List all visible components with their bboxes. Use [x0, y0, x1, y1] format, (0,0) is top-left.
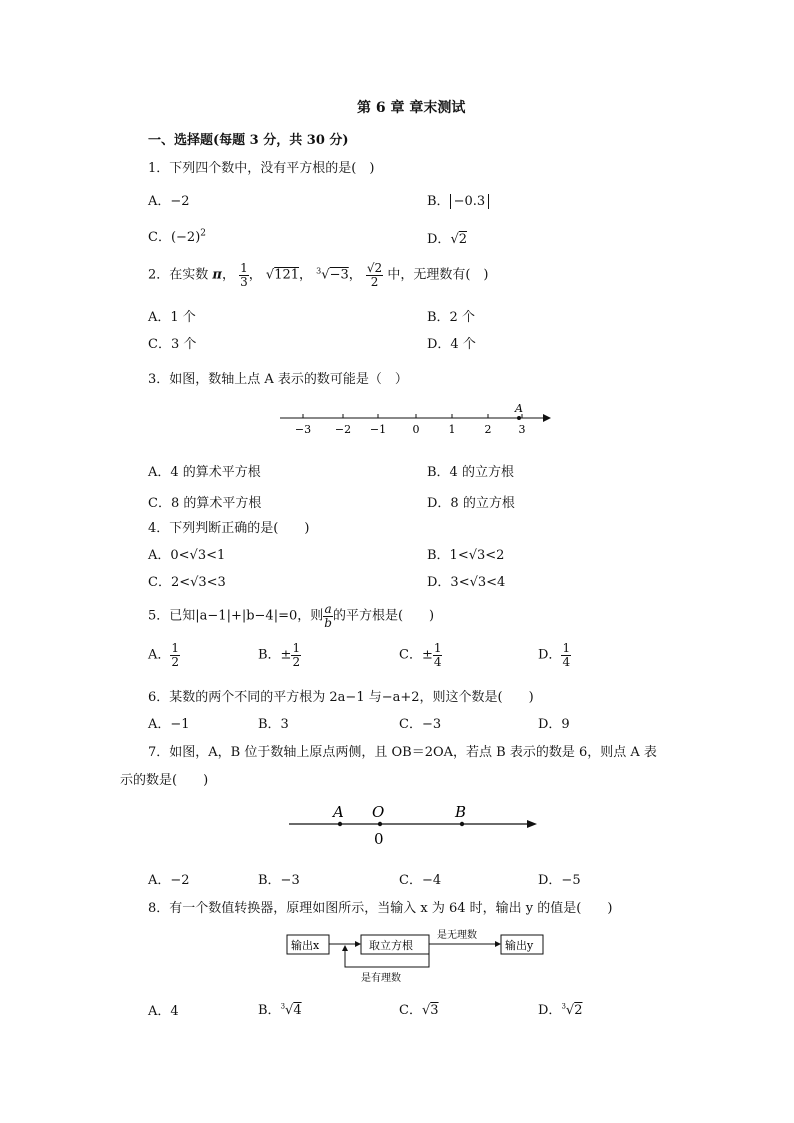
q5-option-d: D． $\frac{1}{4}$	[538, 641, 571, 669]
option-label: D．	[427, 232, 451, 247]
point-a-dot	[517, 416, 521, 420]
q6-option-b: B．3	[258, 717, 289, 732]
tick-label: 1	[448, 423, 456, 436]
q2-stem	[148, 262, 488, 288]
q8-option-a: A．4	[148, 1004, 179, 1019]
q8-option-c: C．√3	[399, 1003, 439, 1018]
q6-stem: 6．某数的两个不同的平方根为 2a−1 与−a+2，则这个数是( )	[148, 690, 534, 705]
q6-option-a: A．−1	[148, 717, 190, 732]
tick-label: −2	[334, 423, 352, 436]
q2-option-a: A．1 个	[148, 310, 196, 325]
q3-stem: 3．如图，数轴上点 A 表示的数可能是（ ）	[148, 372, 408, 387]
fraction-1-3: $\frac{1}{3}$	[240, 261, 248, 289]
q7-option-c: C．−4	[399, 873, 442, 888]
q5-option-c: C．± $\frac{1}{4}$	[399, 641, 442, 669]
process-label: 取立方根	[369, 939, 413, 952]
q6-option-c: C．−3	[399, 717, 442, 732]
q5-option-b: B．± $\frac{1}{2}$	[258, 641, 301, 669]
separator: ，	[348, 267, 362, 283]
point-o-label: O	[372, 803, 385, 821]
q4-option-a: A．0<√3<1	[148, 548, 226, 563]
q7-option-d: D．−5	[538, 873, 581, 888]
q7-option-b: B．−3	[258, 873, 300, 888]
point-a-label: A	[515, 402, 523, 415]
option-value: −2	[170, 194, 190, 209]
q1-stem: 1．下列四个数中，没有平方根的是( )	[148, 161, 375, 176]
tick-label: 3	[518, 423, 526, 436]
tick-label: 2	[484, 423, 492, 436]
q8-option-d: D．$^3$√2	[538, 1002, 583, 1018]
option-value: −0.3	[450, 194, 490, 209]
q3-option-d: D．8 的立方根	[427, 496, 515, 511]
point-a-dot	[338, 822, 342, 826]
q7-stem-line2: 示的数是( )	[120, 773, 209, 788]
q7-stem-line1: 7．如图，A，B 位于数轴上原点两侧，且 OB＝2OA，若点 B 表示的数是 6，则点 A 表	[148, 745, 657, 760]
q2-option-b: B．2 个	[427, 310, 475, 325]
fraction: $\frac{1}{4}$	[562, 641, 571, 669]
output-label: 输出y	[505, 939, 534, 952]
fraction: $\frac{1}{2}$	[171, 641, 180, 669]
q4-stem: 4．下列判断正确的是( )	[148, 521, 310, 536]
q5-stem	[148, 603, 434, 629]
q3-option-a: A．4 的算术平方根	[148, 465, 261, 480]
fraction-a-b: $\frac{a}{b}$	[324, 602, 332, 630]
q6-option-d: D．9	[538, 717, 570, 732]
q2-option-d: D．4 个	[427, 337, 476, 352]
q8-flow-diagram	[285, 925, 550, 987]
radicand: 4	[293, 1003, 302, 1018]
input-label: 输出x	[291, 939, 320, 952]
option-value: (−2)	[170, 230, 201, 245]
tick-label: −3	[294, 423, 312, 436]
q4-option-c: C．2<√3<3	[148, 575, 226, 590]
sqrt-sign: √	[421, 1003, 431, 1018]
section-heading: 一、选择题(每题 3 分，共 30 分)	[148, 133, 349, 148]
radicand: 2	[574, 1003, 583, 1018]
q2-option-c: C．3 个	[148, 337, 197, 352]
q8-stem: 8．有一个数值转换器，原理如图所示，当输入 x 为 64 时，输出 y 的值是( )	[148, 901, 613, 916]
root-index: 3	[280, 1002, 286, 1011]
q4-option-d: D．3<√3<4	[427, 575, 506, 590]
axis-arrow	[543, 414, 551, 422]
zero-label: 0	[374, 830, 384, 848]
q1-option-d	[427, 228, 467, 247]
separator: ，	[299, 267, 313, 283]
option-label: C．	[148, 230, 171, 245]
exponent: 2	[200, 228, 206, 239]
point-o-dot	[378, 822, 382, 826]
fraction: $\frac{1}{4}$	[433, 641, 442, 669]
option-label: B．	[427, 194, 450, 209]
q3-option-c: C．8 的算术平方根	[148, 496, 262, 511]
root-index: 3	[561, 1002, 566, 1011]
point-a-label: A	[333, 803, 344, 821]
tick-label: 0	[412, 423, 420, 436]
sqrt-sign: √	[565, 1003, 575, 1018]
pi-symbol: π	[212, 267, 222, 283]
q1-option-c	[148, 226, 206, 245]
irrational-label: 是无理数	[437, 930, 477, 941]
fraction-sqrt2-2: $\frac{√2}{2}$	[366, 261, 383, 289]
q3-option-b: B．4 的立方根	[427, 465, 514, 480]
option-label: A．	[148, 194, 171, 209]
radicand: −3	[329, 267, 349, 283]
sqrt-sign: √	[450, 232, 459, 247]
q1-option-a	[148, 190, 190, 209]
radicand: 121	[274, 267, 300, 283]
sqrt-sign: √	[265, 267, 275, 283]
point-b-label: B	[455, 803, 467, 821]
q5-option-a: A． $\frac{1}{2}$	[148, 641, 180, 669]
rational-label: 是有理数	[361, 973, 401, 984]
q3-number-line	[275, 400, 555, 440]
fraction: $\frac{1}{2}$	[292, 641, 301, 669]
stem-text: 2．在实数	[148, 267, 209, 283]
q4-option-b: B．1<√3<2	[427, 548, 505, 563]
sqrt-sign: √	[285, 1003, 294, 1018]
axis-arrow	[527, 820, 537, 828]
q7-number-line	[285, 798, 545, 850]
page-title: 第 6 章 章末测试	[357, 100, 466, 116]
sqrt-sign: √	[321, 267, 330, 283]
separator: ，	[221, 267, 235, 283]
stem-text: 中，无理数有( )	[387, 267, 489, 283]
stem-text: 5．已知|a−1|+|b−4|=0，则	[148, 608, 324, 624]
q1-option-b	[427, 190, 489, 209]
stem-text: 的平方根是( )	[332, 608, 435, 624]
tick-label: −1	[369, 423, 387, 436]
radicand: 2	[458, 232, 468, 247]
separator: ，	[248, 267, 262, 283]
q8-option-b: B．$^3$√4	[258, 1002, 302, 1018]
point-b-dot	[460, 822, 464, 826]
root-index: 3	[316, 266, 322, 276]
q7-option-a: A．−2	[148, 873, 190, 888]
radicand: 3	[430, 1003, 439, 1018]
